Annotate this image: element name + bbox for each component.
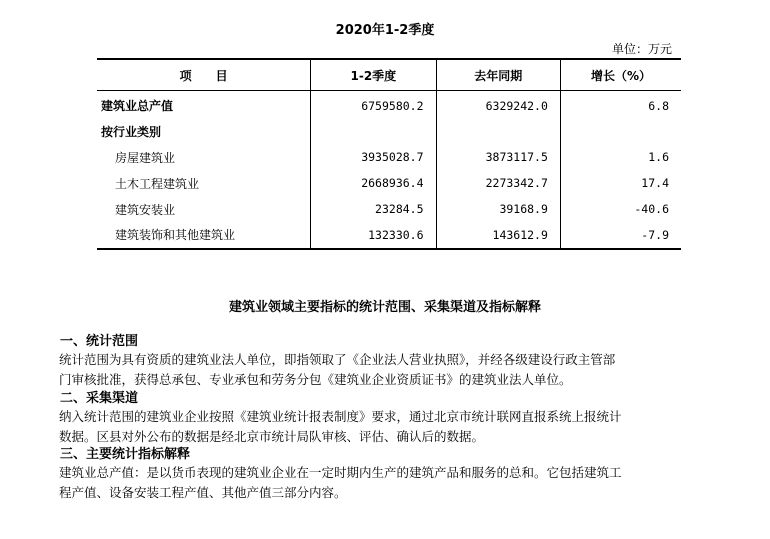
row-item: 房屋建筑业 xyxy=(115,150,176,165)
section-text-channel-line2: 数据。区县对外公布的数据是经北京市统计局队审核、评估、确认后的数据。 xyxy=(59,429,485,444)
row-item: 土木工程建筑业 xyxy=(115,176,200,191)
section-text-indicators-line1: 建筑业总产值：是以货币表现的建筑业企业在一定时期内生产的建筑产品和服务的总和。它包括建筑工 xyxy=(59,465,622,480)
row-growth xyxy=(560,119,681,145)
row-current: 132330.6 xyxy=(311,222,436,249)
row-growth: -40.6 xyxy=(560,196,681,222)
row-current: 3935028.7 xyxy=(311,145,436,171)
row-item: 按行业类别 xyxy=(101,125,162,140)
row-current xyxy=(311,119,436,145)
table-row xyxy=(97,196,681,222)
table-row xyxy=(97,145,681,171)
row-growth: 17.4 xyxy=(560,170,681,196)
section-text-scope-line2: 门审核批准，获得总承包、专业承包和劳务分包《建筑业企业资质证书》的建筑业法人单位。 xyxy=(59,372,572,387)
row-previous: 6329242.0 xyxy=(436,91,560,119)
row-growth: -7.9 xyxy=(560,222,681,249)
section-text-indicators-line2: 程产值、设备安装工程产值、其他产值三部分内容。 xyxy=(59,485,347,500)
header-current-period: 1-2季度 xyxy=(311,59,436,91)
table-row xyxy=(97,222,681,249)
table-title: 2020年1-2季度 xyxy=(335,23,435,38)
table-header-row xyxy=(97,59,681,91)
row-growth: 6.8 xyxy=(560,91,681,119)
header-item: 项 目 xyxy=(97,59,311,91)
row-previous xyxy=(436,119,560,145)
section-heading-scope: 一、统计范围 xyxy=(60,334,139,349)
row-current: 2668936.4 xyxy=(311,170,436,196)
row-current: 23284.5 xyxy=(311,196,436,222)
row-item: 建筑安装业 xyxy=(115,202,176,217)
explanation-title: 建筑业领域主要指标的统计范围、采集渠道及指标解释 xyxy=(228,300,541,315)
section-heading-indicators: 三、主要统计指标解释 xyxy=(60,447,191,462)
table-row xyxy=(97,91,681,119)
section-text-channel-line1: 纳入统计范围的建筑业企业按照《建筑业统计报表制度》要求，通过北京市统计联网直报系统上报统计 xyxy=(59,409,622,424)
section-heading-channel: 二、采集渠道 xyxy=(60,391,139,406)
construction-output-table xyxy=(97,58,681,250)
row-item: 建筑业总产值 xyxy=(101,99,174,114)
row-previous: 2273342.7 xyxy=(436,170,560,196)
row-growth: 1.6 xyxy=(560,145,681,171)
row-previous: 39168.9 xyxy=(436,196,560,222)
row-item: 建筑装饰和其他建筑业 xyxy=(97,222,311,249)
row-current: 6759580.2 xyxy=(311,91,436,119)
header-growth: 增长（%） xyxy=(560,59,681,91)
row-previous: 3873117.5 xyxy=(436,145,560,171)
row-previous: 143612.9 xyxy=(436,222,560,249)
section-text-scope-line1: 统计范围为具有资质的建筑业法人单位，即指领取了《企业法人营业执照》，并经各级建设行政主管部 xyxy=(59,352,616,367)
unit-label: 单位：万元 xyxy=(611,42,672,56)
table-row xyxy=(97,170,681,196)
header-previous-period: 去年同期 xyxy=(436,59,560,91)
table-row xyxy=(97,119,681,145)
